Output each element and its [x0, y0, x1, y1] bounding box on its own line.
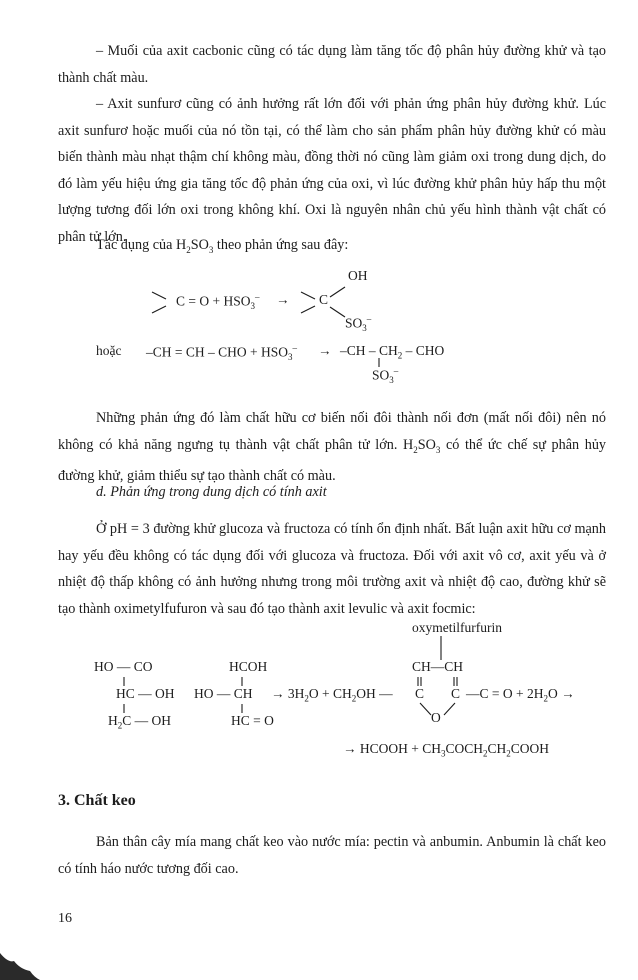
reaction2-rhs: $-CH - CH_2$ – CHO: [340, 343, 445, 361]
bond-line: [152, 306, 166, 313]
hc-oh: HC — OH: [116, 686, 175, 701]
oh-group: OH: [348, 268, 368, 283]
subsection-heading-acid: d. Phản ứng trong dung dịch có tính axit: [96, 484, 327, 500]
page-number: 16: [58, 911, 72, 926]
bond-line: [152, 292, 166, 299]
bond-line: [444, 703, 455, 715]
bond-line: [301, 306, 315, 313]
paragraph-single-bond: Những phản ứng đó làm chất hữu cơ biến nối đôi thành nối đơn (mất nối đôi) nên nó không có khả năng ngưng tụ thành vật chất phân tử lớn. $H_2SO_3$ có thể ức chế sự phân hủy đường khử, giảm thiểu sự tạo thành chất có màu.: [58, 410, 607, 484]
reaction-arrow: →: [318, 343, 332, 358]
paragraph-sulfurous-acid: – Axit sunfurơ cũng có ảnh hưởng rất lớn đối với phản ứng phân hủy đường khử. Lúc axit sunfurơ hoặc muối của nó tồn tại, có thể làm cho sản phẩm phân hủy đường khử có màu biến thành màu nhạt thậm chí không màu, đồng thời nó cũng làm giảm oxi trong dung dịch, do đó làm yếu hiệu ứng gia tăng tốc độ phản ứng của oxi, vì lúc đường khử phân hủy hấp thu một lượng tương đối lớn oxi trong không khí. Oxi là nguyên nhân chủ yếu hình thành vật chất có phân tử lớn.: [58, 96, 606, 245]
bond-line: [420, 703, 431, 715]
oxymetilfurfurin-label: oxymetilfurfurin: [412, 620, 502, 635]
aldehyde-water-tail: —C = $O + 2H_2O$ →: [466, 686, 575, 704]
hc-o: HC = O: [231, 713, 274, 728]
so3-group: $SO_3^-$: [345, 314, 372, 334]
paragraph-ph3: Ở pH = 3 đường khử glucoza và fructoza có tính ổn định nhất. Bất luận axit hữu cơ mạnh hay yếu đều không có tác dụng đối với glucoza và fructoza. Đối với axit vô cơ, axit yếu và ở nhiệt độ thấp không có ảnh hưởng nhưng trong môi trường axit và nhiệt độ cao, đường khử sẽ tạo thành oximetylfufuron và sau đó tạo thành axit levulic và axit focmic:: [58, 521, 606, 617]
reaction-arrow: →: [276, 292, 290, 307]
furan-ring-top: CH—CH: [412, 659, 464, 674]
central-carbon: C: [319, 292, 329, 307]
reaction2-lhs: –CH = CH – CHO + $HSO_3^-$: [146, 343, 297, 363]
scan-corner-mark: [0, 935, 40, 980]
hcoh: HCOH: [229, 659, 268, 674]
paragraph-carbonic-salt: – Muối của axit cacbonic cũng có tác dụng làm tăng tốc độ phân hủy đường khử và tạo thành chất màu.: [58, 43, 606, 86]
bond-line: [330, 307, 345, 317]
paragraph-colloid: Bản thân cây mía mang chất keo vào nước mía: pectin và anbumin. Anbumin là chất keo có tính háo nước tương đối cao.: [58, 834, 606, 877]
hoac-label: hoặc: [96, 343, 122, 358]
h2c-oh: $H_2C$ — OH: [108, 713, 172, 731]
furan-oxygen: O: [431, 710, 441, 725]
paragraph-h2so3-intro: Tác dụng của $H_2SO_3$ theo phản ứng sau đây:: [96, 237, 349, 255]
so3-group: $SO_3^-$: [372, 366, 399, 386]
bond-line: [301, 292, 315, 299]
ho-ch: HO — CH: [194, 686, 253, 701]
section-heading-colloid: 3. Chất keo: [58, 792, 136, 809]
furan-carbon-right: C: [451, 686, 461, 701]
products-water-methanol: → $3H_2O + CH_2OH$ —: [271, 686, 393, 704]
reaction1-lhs: $C = O + HSO_3^-$: [176, 292, 260, 312]
furan-carbon-left: C: [415, 686, 425, 701]
ho-co: HO — CO: [94, 659, 153, 674]
bond-line: [330, 287, 345, 297]
final-products: → HCOOH + $CH_3COCH_2CH_2COOH$: [343, 741, 550, 759]
